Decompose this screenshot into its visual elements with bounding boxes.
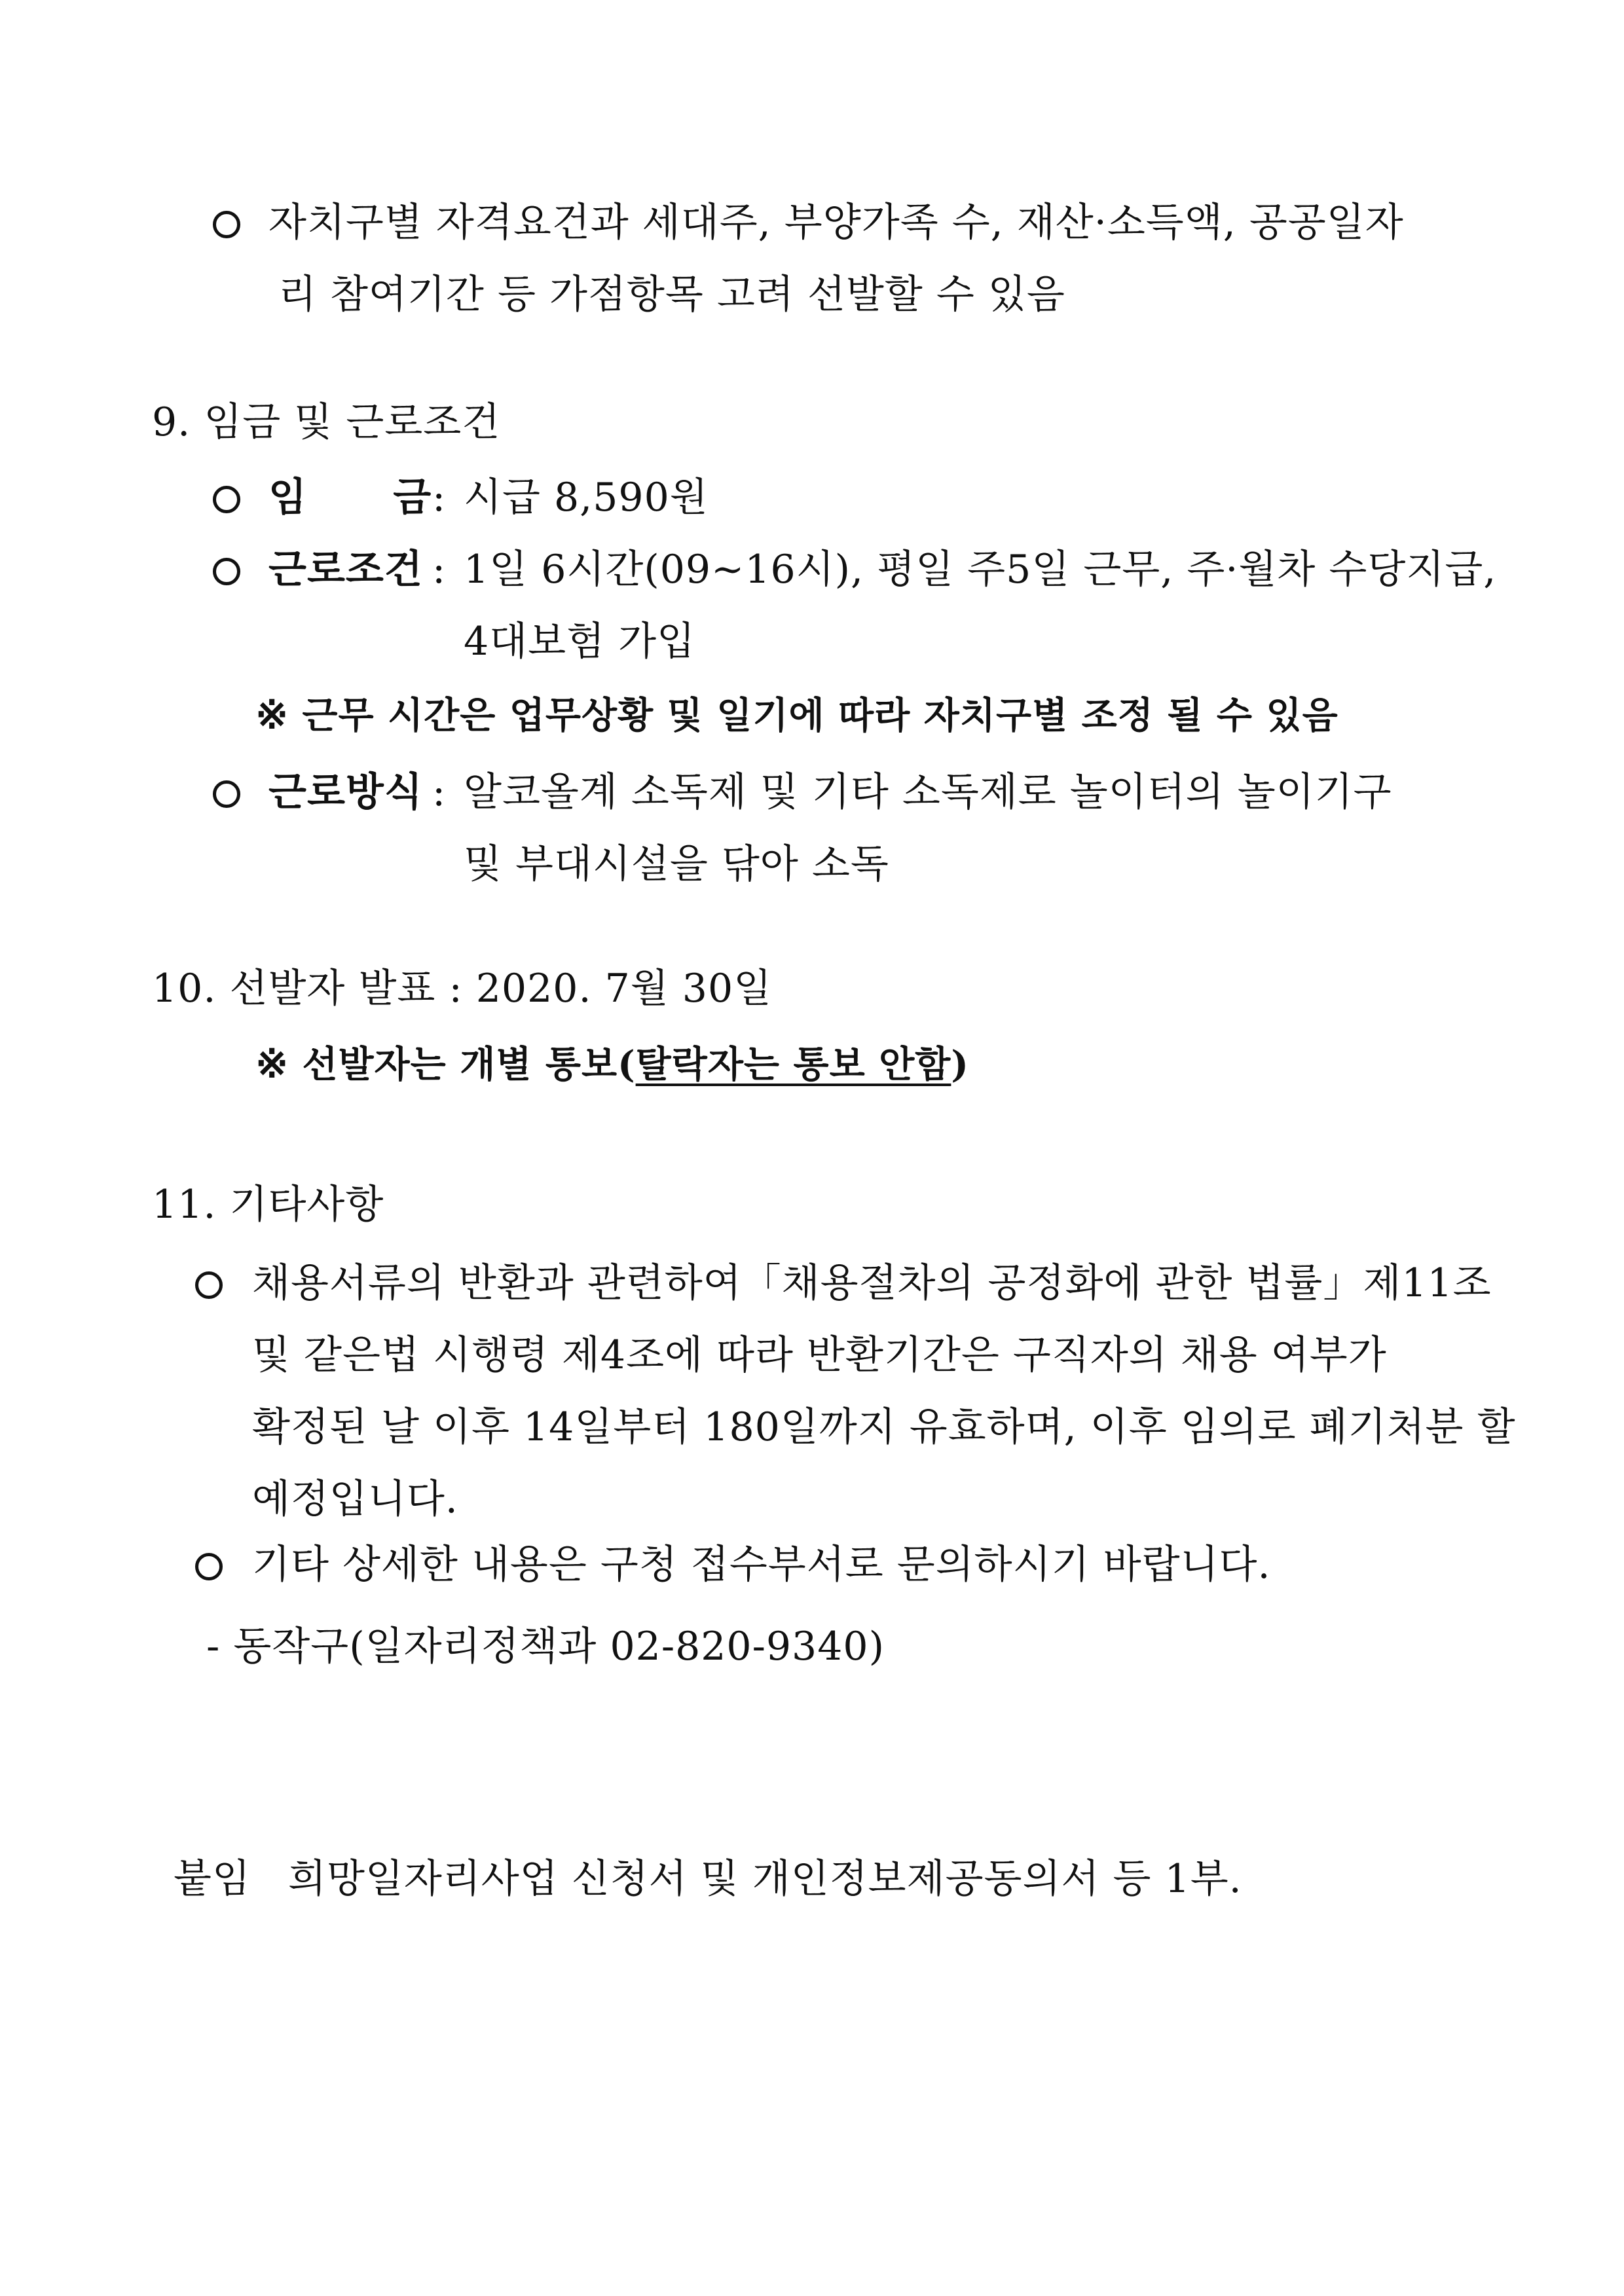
bullet-circle-icon [213,558,240,585]
eligibility-line-2: 리 참여기간 등 가점항목 고려 선발할 수 있음 [278,272,1065,318]
work-method-separator: : [432,769,447,815]
bullet-circle-icon [213,211,240,238]
section-heading-misc: 11. 기타사항 [152,1182,384,1228]
inquiry-line: 기타 상세한 내용은 구청 접수부서로 문의하시기 바랍니다. [252,1542,1271,1588]
bullet-circle-icon [195,1271,223,1299]
reference-mark: ※ [255,1041,289,1087]
bullet-circle-icon [213,486,240,513]
work-conditions-line-1: 1일 6시간(09~16시), 평일 주5일 근무, 주·월차 수당지급, [464,547,1497,592]
wage-separator: : [432,475,447,520]
document-return-line-1: 채용서류의 반환과 관련하여「채용절차의 공정화에 관한 법률」제11조 [252,1260,1492,1306]
document-return-line-4: 예정입니다. [252,1476,458,1522]
wage-value: 시급 8,590원 [464,475,709,520]
announcement-note [255,1038,969,1091]
work-method-line-2: 및 부대시설을 닦아 소독 [464,841,889,887]
announcement-title: 10. 선발자 발표 [152,966,436,1011]
work-hours-note [255,689,1338,742]
document-return-line-3: 확정된 날 이후 14일부터 180일까지 유효하며, 이후 임의로 폐기처분 할 [252,1404,1516,1450]
bullet-circle-icon [213,780,240,808]
section-heading-announcement [152,962,772,1015]
announcement-note-part-2: ) [951,1043,969,1086]
contact-line: - 동작구(일자리정책과 02-820-9340) [206,1624,885,1669]
attachment-text: 희망일자리사업 신청서 및 개인정보제공동의서 등 1부. [288,1856,1242,1902]
work-conditions-separator: : [432,547,447,592]
announcement-note-underlined: 탈락자는 통보 안함 [635,1043,951,1086]
bullet-circle-icon [195,1553,223,1580]
work-method-line-1: 알코올계 소독제 및 기타 소독제로 놀이터의 놀이기구 [464,769,1392,815]
section-heading-wages: 9. 임금 및 근로조건 [152,399,501,445]
wage-label: 임 금 [268,475,432,520]
work-hours-note-text: 근무 시간은 업무상황 및 일기에 따라 자치구별 조정 될 수 있음 [302,694,1338,737]
reference-mark: ※ [255,692,289,738]
work-conditions-line-2: 4대보험 가입 [464,619,696,665]
work-conditions-label: 근로조건 [268,547,423,592]
work-method-label: 근로방식 [268,769,423,815]
eligibility-line-1: 자치구별 자격요건과 세대주, 부양가족 수, 재산·소득액, 공공일자 [268,200,1404,246]
announcement-date: 2020. 7월 30일 [475,966,773,1011]
announcement-separator: : [449,966,463,1011]
document-return-line-2: 및 같은법 시행령 제4조에 따라 반환기간은 구직자의 채용 여부가 [252,1332,1387,1378]
attachment-label: 붙임 [174,1856,251,1902]
announcement-note-part-1: 선발자는 개별 통보( [302,1043,636,1086]
